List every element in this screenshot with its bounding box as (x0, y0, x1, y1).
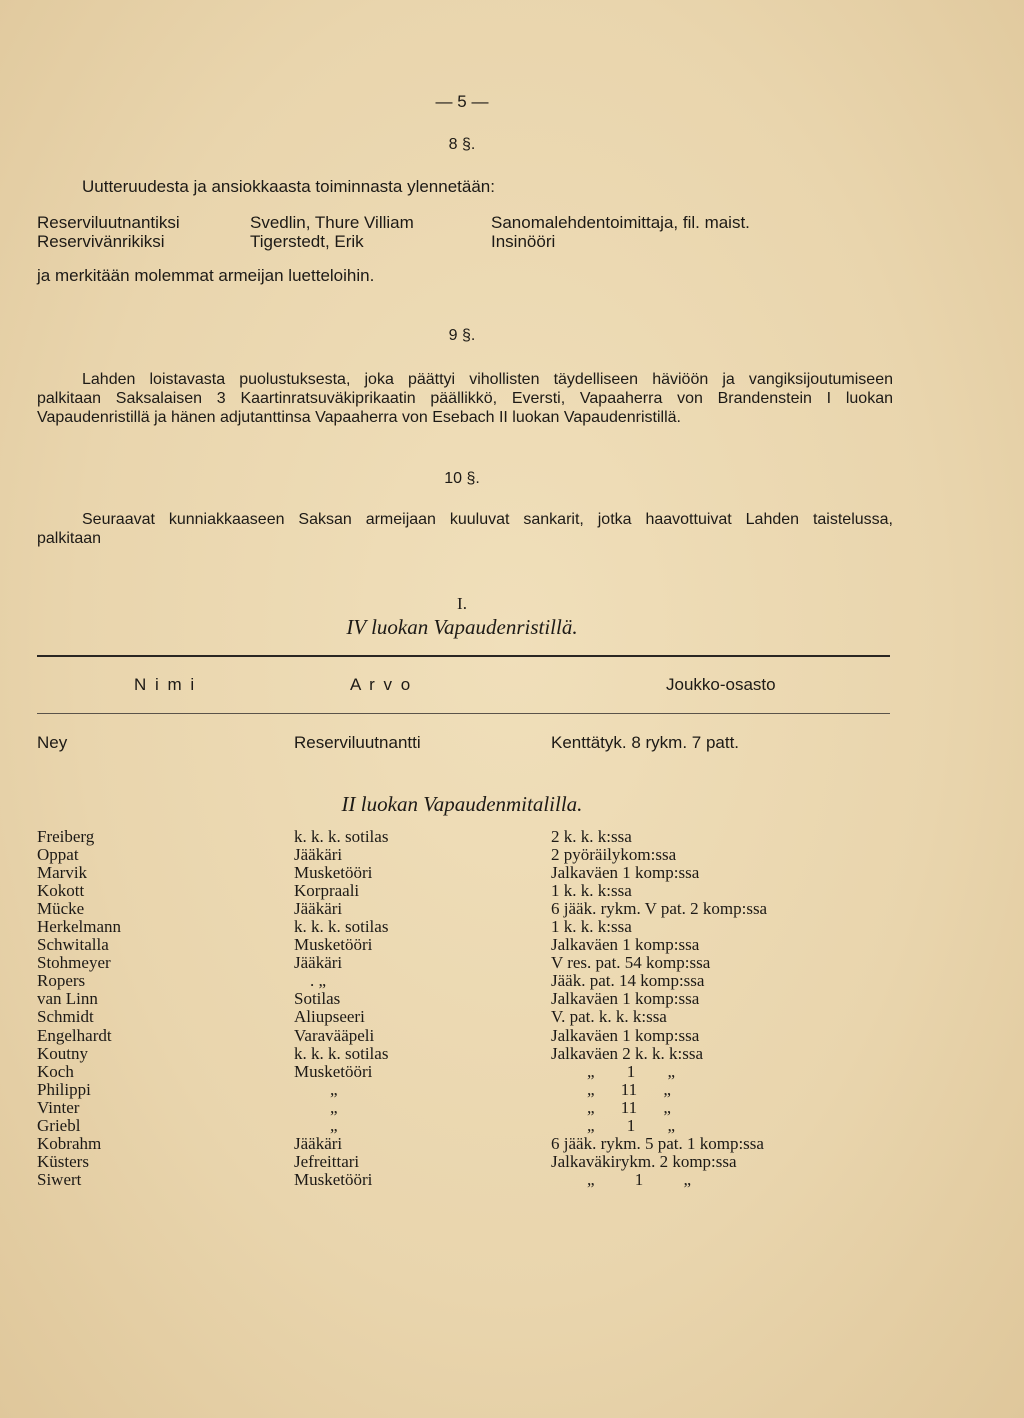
roster-unit: 2 k. k. k:ssa (551, 827, 632, 846)
roster-rank: Jääkäri (294, 953, 343, 973)
roster-rank: k. k. k. sotilas (294, 827, 389, 846)
roster-unit: Jalkaväen 1 komp:ssa (551, 989, 700, 1009)
roster-unit: V res. pat. 54 komp:ssa (551, 953, 711, 973)
roster-rank: Jefreittari (294, 1151, 360, 1171)
roster-rank: Musketööri (294, 1169, 373, 1189)
roster-rank: Varavääpeli (294, 1025, 375, 1045)
section-9-paragraph (37, 370, 893, 427)
roster-unit: V. pat. k. k. k:ssa (551, 1007, 667, 1027)
roster-unit: Jalkaväen 2 k. k. k:ssa (551, 1043, 704, 1063)
roster-name: Küsters (37, 1151, 89, 1171)
roster-unit: 6 jääk. rykm. V pat. 2 komp:ssa (551, 899, 768, 919)
page-number: — 5 — (435, 92, 489, 111)
promotion-occupation: Insinööri (491, 232, 556, 251)
roster-unit: 1 k. k. k:ssa (551, 881, 632, 901)
roster-rank: Jääkäri (294, 845, 343, 865)
section-8-heading: 8 §. (448, 136, 476, 153)
column-header-name: N i m i (134, 675, 197, 694)
roster-name: Oppat (37, 845, 79, 865)
roster-name: Marvik (37, 863, 88, 883)
roster-unit: Jalkaväkirykm. 2 komp:ssa (551, 1151, 737, 1171)
roster-names-column (37, 828, 121, 1189)
roster-rank: . „ (310, 971, 327, 991)
roster-unit: Jalkaväen 1 komp:ssa (551, 863, 700, 883)
table-header-rule (37, 713, 890, 714)
roster-unit: Jääk. pat. 14 komp:ssa (551, 971, 705, 991)
roster-name: Mücke (37, 899, 85, 919)
promotion-rank: Reserviluutnantiksi (37, 213, 180, 232)
roster-name: Koutny (37, 1043, 88, 1063)
paragraph-line: palkitaan (37, 530, 102, 547)
table-top-rule (37, 655, 890, 657)
section-8-closing: ja merkitään molemmat armeijan luetteloihin. (37, 266, 375, 285)
roster-name: Freiberg (37, 827, 95, 846)
paragraph-line: palkitaan Saksalaisen 3 Kaartinratsuväkiprikaatin päällikkö, Eversti, Vapaaherra von Brandenstein I luokan (37, 390, 893, 407)
roster-unit: Jalkaväen 1 komp:ssa (551, 1025, 700, 1045)
roster-name: Ropers (37, 971, 86, 991)
roster-name: Kobrahm (37, 1133, 102, 1153)
paragraph-line: Seuraavat kunniakkaaseen Saksan armeijaan kuuluvat sankarit, jotka haavottuivat Lahden taistelussa, (82, 511, 893, 528)
roster-rank: Musketööri (294, 1061, 373, 1081)
column-header-unit: Joukko-osasto (666, 675, 776, 694)
roster-unit: „ 1 „ (587, 1169, 692, 1189)
table-cell-unit: Kenttätyk. 8 rykm. 7 patt. (551, 733, 740, 752)
part-number: I. (457, 594, 467, 613)
section-10-paragraph (37, 510, 893, 548)
roster-rank: Jääkäri (294, 1133, 343, 1153)
roster-unit: „ 11 „ (587, 1079, 671, 1099)
roster-name: Philippi (37, 1079, 91, 1099)
roster-rank: Musketööri (294, 935, 373, 955)
roster-unit: 1 k. k. k:ssa (551, 917, 632, 937)
roster-name: Schmidt (37, 1007, 94, 1027)
roster-rank: Musketööri (294, 863, 373, 883)
section-10-heading: 10 §. (444, 470, 480, 487)
roster-name: Engelhardt (37, 1025, 112, 1045)
roster-name: Griebl (37, 1115, 81, 1135)
roster-rank: „ (330, 1097, 338, 1117)
roster-rank: k. k. k. sotilas (294, 917, 389, 937)
roster-rank: Jääkäri (294, 899, 343, 919)
roster-unit: „ 11 „ (587, 1097, 671, 1117)
roster-name: Schwitalla (37, 935, 109, 955)
roster-units-column (551, 828, 767, 1189)
roster-name: Stohmeyer (37, 953, 111, 973)
roster-name: Vinter (37, 1097, 80, 1117)
promotion-name: Svedlin, Thure Villiam (250, 213, 414, 232)
promotion-name: Tigerstedt, Erik (250, 232, 364, 251)
roster-rank: Korpraali (294, 881, 360, 901)
roster-unit: Jalkaväen 1 komp:ssa (551, 935, 700, 955)
roster-rank: k. k. k. sotilas (294, 1043, 389, 1063)
roster-rank: Aliupseeri (294, 1007, 365, 1027)
roster-name: Herkelmann (37, 917, 122, 937)
promotion-rank: Reservivänrikiksi (37, 232, 165, 251)
roster-name: Koch (37, 1061, 74, 1081)
roster-unit: 6 jääk. rykm. 5 pat. 1 komp:ssa (551, 1133, 764, 1153)
roster-unit: „ 1 „ (587, 1061, 676, 1081)
roster-unit: 2 pyöräilykom:ssa (551, 845, 677, 865)
roster-name: Siwert (37, 1169, 82, 1189)
roster-unit: „ 1 „ (587, 1115, 676, 1135)
award-1-title: IV luokan Vapaudenristillä. (346, 615, 578, 639)
roster-name: Kokott (37, 881, 85, 901)
paragraph-line: Vapaudenristillä ja hänen adjutanttinsa Vapaaherra von Esebach II luokan Vapaudenristillä. (37, 409, 681, 426)
roster-rank: „ (330, 1079, 338, 1099)
table-cell-rank: Reserviluutnantti (294, 733, 421, 752)
section-9-heading: 9 §. (448, 327, 476, 344)
table-cell-name: Ney (37, 733, 68, 752)
roster-rank: „ (330, 1115, 338, 1135)
roster-rank: Sotilas (294, 989, 341, 1009)
paragraph-line: Lahden loistavasta puolustuksesta, joka päättyi vihollisten täydelliseen häviöön ja vangiksijoutumiseen (82, 371, 893, 388)
roster-ranks-column (294, 828, 388, 1189)
roster-name: van Linn (37, 989, 98, 1009)
promotion-occupation: Sanomalehdentoimittaja, fil. maist. (491, 213, 750, 232)
section-8-intro: Uutteruudesta ja ansiokkaasta toiminnasta ylennetään: (82, 177, 495, 196)
column-header-rank: A r v o (350, 675, 413, 694)
award-2-title: II luokan Vapaudenmitalilla. (341, 792, 583, 816)
